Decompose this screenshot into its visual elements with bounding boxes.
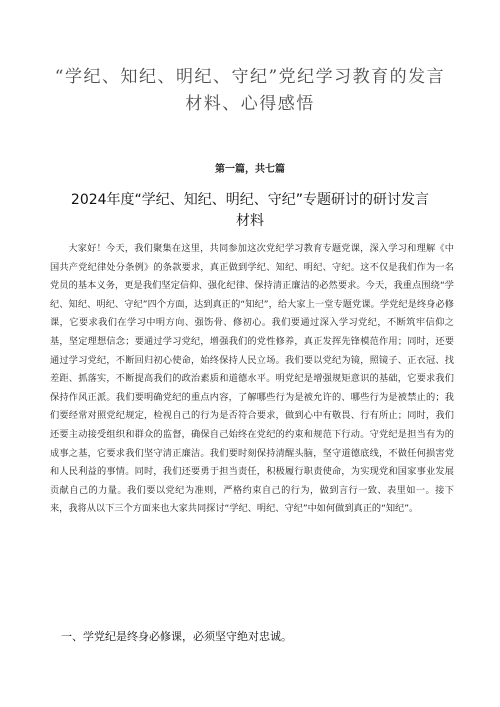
section-title-line1: 2024年度“学纪、知纪、明纪、守纪”专题研讨的研讨发言 [70,192,430,208]
document-title-line2: 材料、心得感悟 [185,94,315,114]
document-title [40,64,460,118]
section-title [40,190,460,232]
section-title-line2: 材料 [236,213,264,229]
body-paragraph: 大家好！今天，我们聚集在这里，共同参加这次党纪学习教育专题党课，深入学习和理解《中国共产党纪律处分条例》的条款要求，真正做到学纪、知纪、明纪、守纪。这不仅是我们作为一名党员的基本义务，更是我们坚定信仰、强化纪律、保持清正廉洁的必然要求。今天，我重点围绕“学纪、知纪、明纪、守纪”四个方面，达到真正的“知纪”，给大家上一堂专题党课。学党纪是终身必修课，它要求我们在学习中明方向、强饬骨、修初心。我们要通过深入学习党纪，不断筑牢信仰之基，坚定理想信念；要通过学习党纪，增强我们的党性修养，真正发挥先锋模范作用；同时，还要通过学习党纪，不断回归初心使命，始终保持人民立场。我们要以党纪为镜，照镜子、正衣冠、找差距、抓落实，不断提高我们的政治素质和道德水平。明党纪是增强规矩意识的基础，它要求我们保持作风正派。我们要明确党纪的重点内容，了解哪些行为是被允许的、哪些行为是被禁止的；我们要经常对照党纪规定，检视自己的行为是否符合要求，做到心中有敬畏、行有所止；同时，我们还要主动接受组织和群众的监督，确保自己始终在党纪的约束和规范下行动。守党纪是担当有为的成事之基，它要求我们坚守清正廉洁。我们要时刻保持清醒头脑，坚守道德底线，不做任何损害党和人民利益的事情。同时，我们还要勇于担当责任，积极履行职责使命，为实现党和国家事业发展贡献自己的力量。我们要以党纪为准则，严格约束自己的行为，做到言行一致、表里如一。接下来，我将从以下三个方面来也大家共同探讨“学纪、明纪、守纪”中如何做到真正的“知纪”。 [50,243,454,515]
part-label: 第一篇，共七篇 [215,164,285,175]
sub-heading: 一、学党纪是终身必修课，必须坚守绝对忠诚。 [61,630,292,643]
document-title-line1: “学纪、知纪、明纪、守纪”党纪学习教育的发言 [54,67,446,87]
